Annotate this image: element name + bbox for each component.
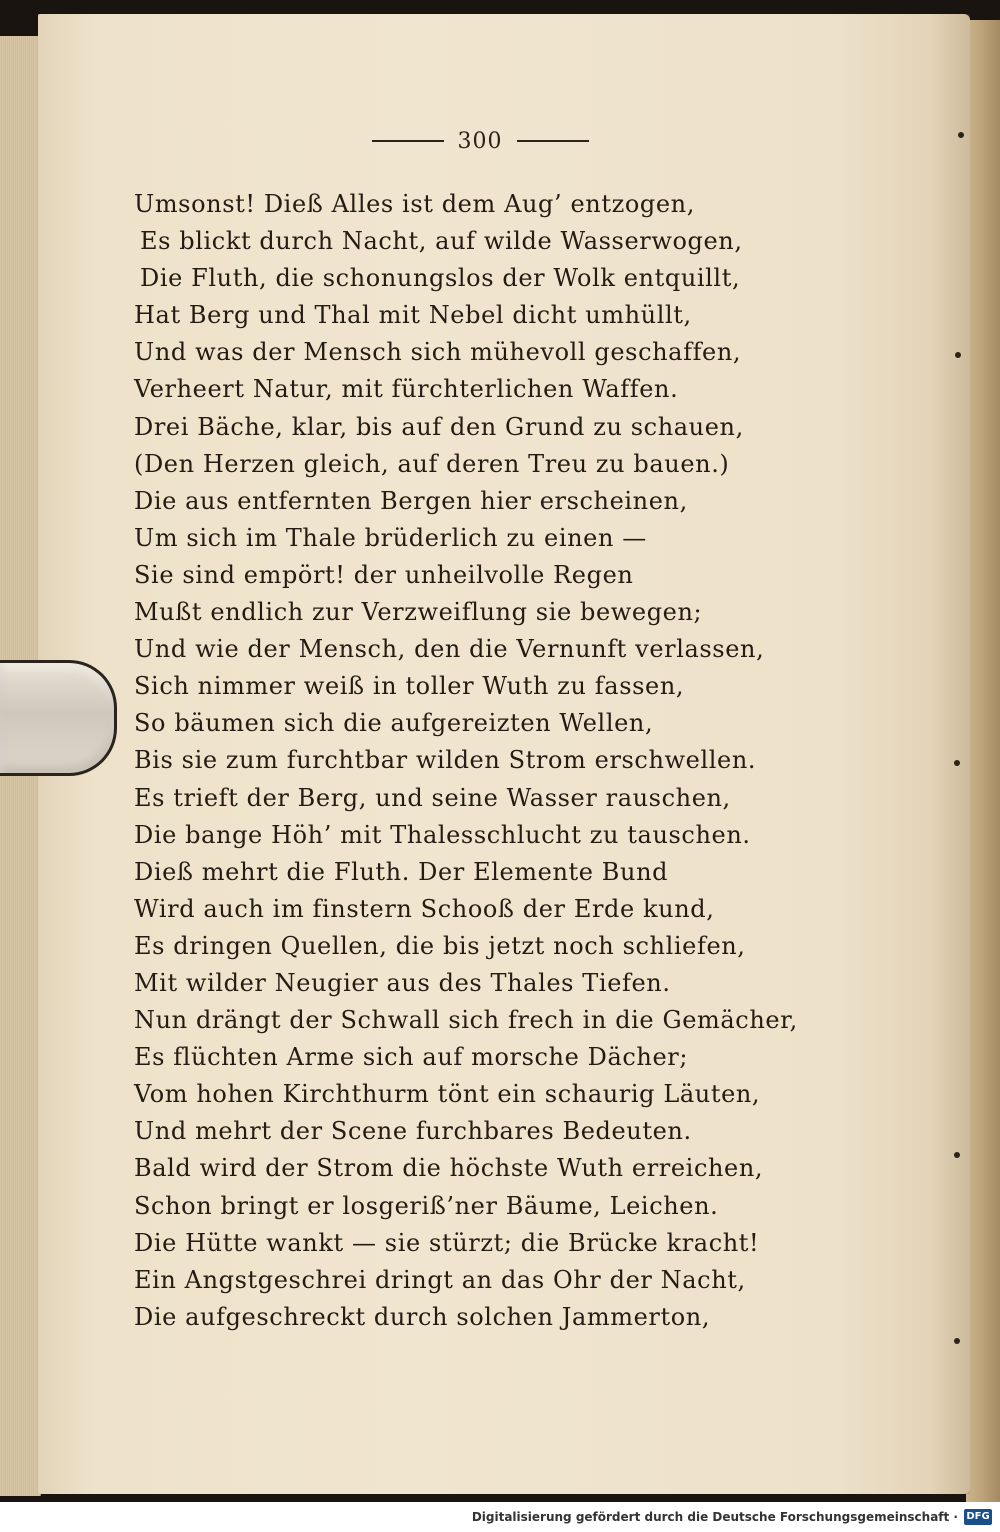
book-cover-edge (966, 20, 1000, 1510)
poem-line: Schon bringt er losgeriß’ner Bäume, Leichen. (134, 1191, 719, 1220)
poem-line: Die Fluth, die schonungslos der Wolk entquillt, (140, 264, 741, 293)
poem-line: Bald wird der Strom die höchste Wuth erreichen, (134, 1154, 764, 1183)
poem-line: Mit wilder Neugier aus des Thales Tiefen. (134, 968, 671, 997)
margin-mark (954, 1338, 960, 1344)
poem-text (134, 186, 798, 1336)
page-number: 300 (457, 128, 503, 154)
poem-line: Und wie der Mensch, den die Vernunft verlassen, (134, 635, 765, 664)
poem-line: Nun drängt der Schwall sich frech in die Gemächer, (134, 1006, 798, 1035)
poem-line: Es blickt durch Nacht, auf wilde Wasserwogen, (140, 227, 743, 256)
poem-line: Es trieft der Berg, und seine Wasser rauschen, (134, 783, 731, 812)
poem-line: Dieß mehrt die Fluth. Der Elemente Bund (134, 857, 669, 886)
poem-line: (Den Herzen gleich, auf deren Treu zu bauen.) (134, 449, 730, 478)
dfg-logo-icon: DFG (964, 1509, 992, 1525)
header-rule-right (517, 140, 589, 142)
poem-line: Die aufgeschreckt durch solchen Jammerton, (134, 1302, 711, 1331)
poem-line: Verheert Natur, mit fürchterlichen Waffen. (134, 375, 679, 404)
poem-line: Vom hohen Kirchthurm tönt ein schaurig Läuten, (134, 1080, 761, 1109)
poem-line: Es dringen Quellen, die bis jetzt noch schliefen, (134, 931, 746, 960)
poem-line: Hat Berg und Thal mit Nebel dicht umhüllt, (134, 301, 692, 330)
margin-mark (955, 352, 961, 358)
poem-line: Um sich im Thale brüderlich zu einen — (134, 523, 647, 552)
digitization-credit: Digitalisierung gefördert durch die Deutsche Forschungsgemeinschaft · (471, 1510, 958, 1524)
margin-mark (954, 1152, 960, 1158)
margin-mark (954, 760, 960, 766)
poem-line: Mußt endlich zur Verzweiflung sie bewegen; (134, 598, 703, 627)
poem-line: Und mehrt der Scene furchbares Bedeuten. (134, 1117, 692, 1146)
poem-line: Sie sind empört! der unheilvolle Regen (134, 560, 634, 589)
poem-line: Die aus entfernten Bergen hier erscheinen, (134, 486, 688, 515)
poem-line: Und was der Mensch sich mühevoll geschaffen, (134, 338, 742, 367)
poem-line: Ein Angstgeschrei dringt an das Ohr der Nacht, (134, 1265, 746, 1294)
page-clamp (0, 660, 117, 776)
poem-line: Die bange Höh’ mit Thalesschlucht zu tauschen. (134, 820, 751, 849)
poem-line: Wird auch im finstern Schooß der Erde kund, (134, 894, 715, 923)
poem-line: Bis sie zum furchtbar wilden Strom erschwellen. (134, 746, 757, 775)
poem-line: Die Hütte wankt — sie stürzt; die Brücke kracht! (134, 1228, 760, 1257)
header-rule-left (372, 140, 444, 142)
margin-mark (958, 132, 964, 138)
poem-line: Sich nimmer weiß in toller Wuth zu fassen, (134, 672, 685, 701)
poem-line: So bäumen sich die aufgereizten Wellen, (134, 709, 654, 738)
page-header (360, 124, 600, 158)
poem-line: Es flüchten Arme sich auf morsche Dächer; (134, 1043, 689, 1072)
poem-line: Drei Bäche, klar, bis auf den Grund zu schauen, (134, 412, 744, 441)
poem-line: Umsonst! Dieß Alles ist dem Aug’ entzogen, (134, 190, 695, 218)
digitization-credit-bar (0, 1502, 1000, 1532)
